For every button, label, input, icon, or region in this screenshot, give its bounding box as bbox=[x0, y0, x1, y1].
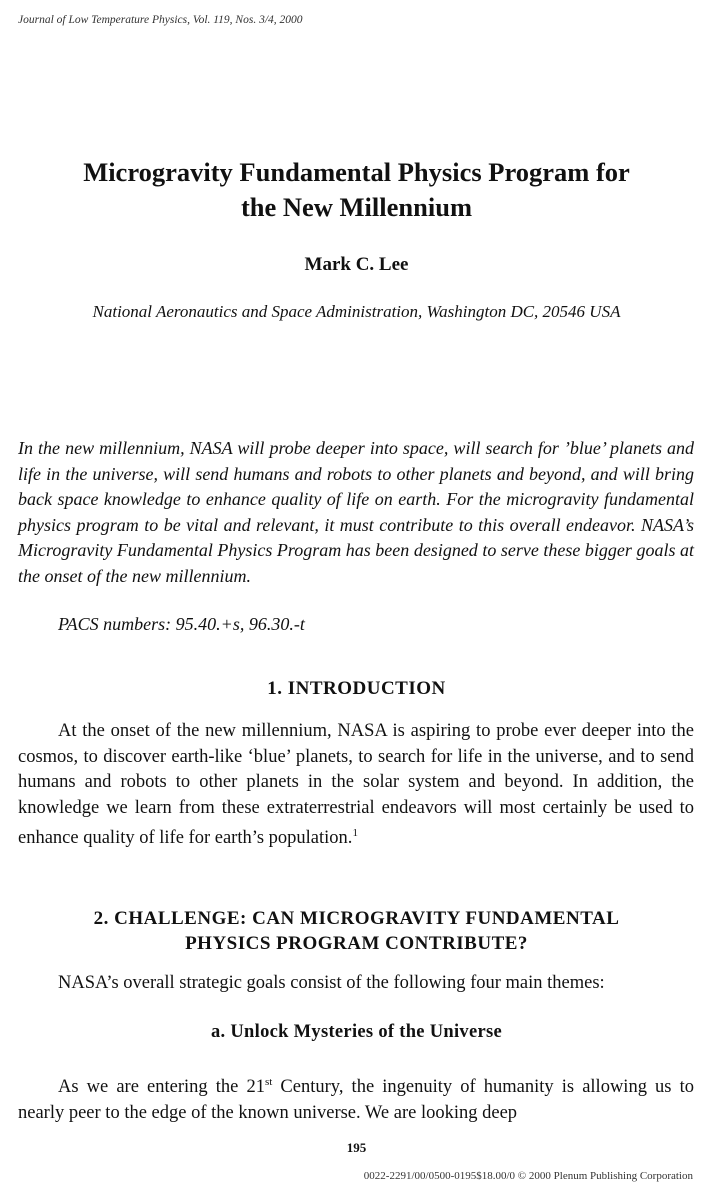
subsection-paragraph bbox=[18, 1069, 694, 1126]
author: Mark C. Lee bbox=[304, 254, 409, 275]
section-heading-introduction: 1. INTRODUCTION bbox=[267, 678, 446, 699]
subsection-heading: a. Unlock Mysteries of the Universe bbox=[210, 1022, 503, 1042]
journal-header: Journal of Low Temperature Physics, Vol. 119, Nos. 3/4, 2000 bbox=[18, 14, 303, 26]
subsection-text-before: As we are entering the 21 bbox=[58, 1077, 265, 1098]
page-number: 195 bbox=[346, 1140, 367, 1155]
challenge-paragraph: NASA’s overall strategic goals consist of the following four main themes: bbox=[58, 973, 605, 993]
copyright-line: 0022-2291/00/0500-0195$18.00/0 © 2000 Plenum Publishing Corporation bbox=[363, 1170, 693, 1182]
subsection-text-after: Century, the ingenuity of humanity is allowing us to nearly peer to the edge of the known universe. We are looking deep bbox=[18, 1077, 694, 1124]
footnote-ref: 1 bbox=[352, 827, 358, 839]
affiliation: National Aeronautics and Space Administration, Washington DC, 20546 USA bbox=[92, 302, 621, 321]
title-line-2: the New Millennium bbox=[240, 192, 473, 222]
section2-heading-line-2: PHYSICS PROGRAM CONTRIBUTE? bbox=[185, 933, 528, 954]
section2-heading-line-1: 2. CHALLENGE: CAN MICROGRAVITY FUNDAMENTAL bbox=[93, 908, 620, 929]
introduction-text: At the onset of the new millennium, NASA is aspiring to probe ever deeper into the cosmos, to discover earth-like ‘blue’ planets, to search for life in the universe, and to send humans and robots to other planets in the solar system and beyond. In addition, the knowledge we learn from these extraterrestrial endeavors will most certainly be used to enhance quality of life for earth’s population. bbox=[18, 721, 694, 849]
introduction-paragraph bbox=[18, 719, 694, 852]
paper-title bbox=[0, 155, 713, 225]
title-line-1: Microgravity Fundamental Physics Program for bbox=[83, 157, 630, 187]
abstract: In the new millennium, NASA will probe deeper into space, will search for ’blue’ planets and life in the universe, will send humans and robots to other planets and beyond, and will bring back space knowledge to enhance quality of life on earth. For the microgravity fundamental physics program to be vital and relevant, it must contribute to this overall endeavor. NASA’s Microgravity Fundamental Physics Program has been designed to serve these bigger goals at the onset of the new millennium. bbox=[18, 438, 694, 586]
pacs-numbers: PACS numbers: 95.40.+s, 96.30.-t bbox=[58, 614, 305, 634]
section-heading-challenge bbox=[0, 906, 713, 956]
century-superscript: st bbox=[264, 1076, 273, 1088]
